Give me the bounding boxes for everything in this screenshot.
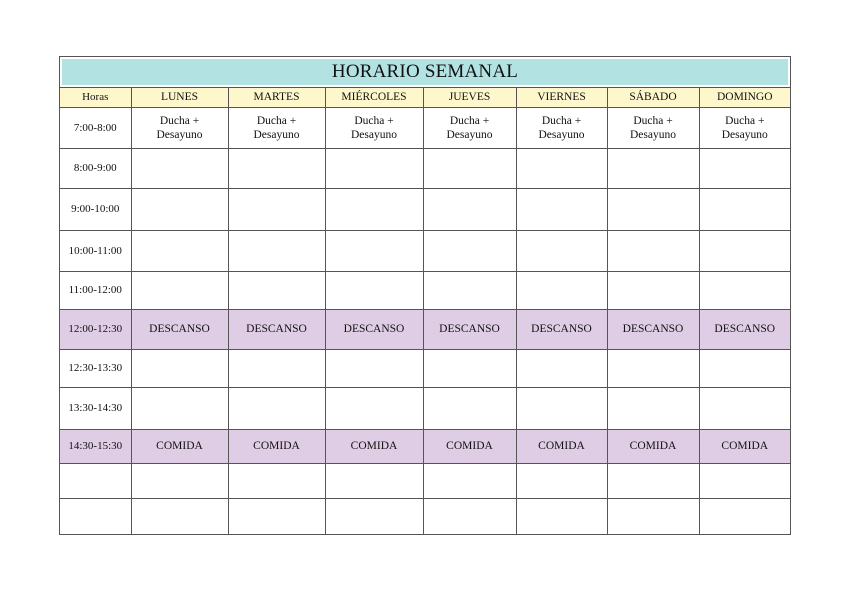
time-slot-label: 14:30-15:30 <box>60 429 131 463</box>
schedule-cell[interactable]: COMIDA <box>228 429 325 463</box>
schedule-cell[interactable] <box>607 498 699 534</box>
schedule-cell[interactable]: DESCANSO <box>325 309 423 349</box>
time-slot-label: 9:00-10:00 <box>60 188 131 230</box>
schedule-cell[interactable] <box>131 463 228 498</box>
schedule-cell[interactable] <box>423 498 516 534</box>
day-header-martes: MARTES <box>228 88 325 107</box>
schedule-cell[interactable] <box>607 387 699 429</box>
schedule-cell[interactable] <box>699 188 790 230</box>
day-header-sabado: SÁBADO <box>607 88 699 107</box>
schedule-cell[interactable]: COMIDA <box>325 429 423 463</box>
schedule-row <box>60 498 790 534</box>
time-slot-label: 11:00-12:00 <box>60 271 131 309</box>
schedule-cell[interactable] <box>228 349 325 387</box>
schedule-cell[interactable] <box>325 498 423 534</box>
header-row <box>60 88 790 107</box>
schedule-cell[interactable] <box>516 188 607 230</box>
schedule-cell[interactable]: DESCANSO <box>131 309 228 349</box>
lunch-row <box>60 429 790 463</box>
schedule-row <box>60 463 790 498</box>
schedule-cell[interactable] <box>607 463 699 498</box>
schedule-cell[interactable] <box>228 387 325 429</box>
schedule-cell[interactable] <box>325 387 423 429</box>
schedule-cell[interactable] <box>228 271 325 309</box>
schedule-cell[interactable]: COMIDA <box>607 429 699 463</box>
schedule-cell[interactable] <box>325 349 423 387</box>
schedule-cell[interactable] <box>699 230 790 271</box>
schedule-cell[interactable] <box>325 148 423 188</box>
schedule-row <box>60 387 790 429</box>
schedule-cell[interactable] <box>228 230 325 271</box>
day-header-viernes: VIERNES <box>516 88 607 107</box>
time-slot-label: 12:00-12:30 <box>60 309 131 349</box>
schedule-row <box>60 271 790 309</box>
schedule-cell[interactable]: Ducha + Desayuno <box>607 107 699 148</box>
schedule-cell[interactable] <box>516 498 607 534</box>
schedule-cell[interactable] <box>516 148 607 188</box>
schedule-table <box>60 88 790 534</box>
schedule-row <box>60 188 790 230</box>
schedule-cell[interactable] <box>699 148 790 188</box>
schedule-cell[interactable] <box>607 271 699 309</box>
schedule-cell[interactable] <box>228 463 325 498</box>
time-slot-label: 12:30-13:30 <box>60 349 131 387</box>
day-header-jueves: JUEVES <box>423 88 516 107</box>
schedule-cell[interactable]: DESCANSO <box>699 309 790 349</box>
schedule-cell[interactable] <box>131 148 228 188</box>
schedule-cell[interactable] <box>607 230 699 271</box>
schedule-row <box>60 230 790 271</box>
title-row <box>60 57 790 88</box>
break-row <box>60 309 790 349</box>
time-slot-label <box>60 498 131 534</box>
schedule-cell[interactable] <box>131 498 228 534</box>
schedule-cell[interactable] <box>699 463 790 498</box>
day-header-miercoles: MIÉRCOLES <box>325 88 423 107</box>
schedule-cell[interactable] <box>228 498 325 534</box>
schedule-cell[interactable] <box>516 230 607 271</box>
time-slot-label <box>60 463 131 498</box>
time-slot-label: 10:00-11:00 <box>60 230 131 271</box>
schedule-cell[interactable]: DESCANSO <box>228 309 325 349</box>
schedule-cell[interactable]: COMIDA <box>699 429 790 463</box>
schedule-cell[interactable] <box>607 148 699 188</box>
schedule-cell[interactable] <box>131 188 228 230</box>
schedule-cell[interactable] <box>423 230 516 271</box>
day-header-domingo: DOMINGO <box>699 88 790 107</box>
time-slot-label: 8:00-9:00 <box>60 148 131 188</box>
schedule-cell[interactable] <box>516 349 607 387</box>
schedule-cell[interactable]: DESCANSO <box>607 309 699 349</box>
schedule-cell[interactable] <box>423 148 516 188</box>
schedule-cell[interactable] <box>607 349 699 387</box>
schedule-cell[interactable] <box>131 230 228 271</box>
schedule-cell[interactable] <box>423 188 516 230</box>
schedule-cell[interactable] <box>423 271 516 309</box>
schedule-cell[interactable] <box>516 463 607 498</box>
schedule-cell[interactable] <box>325 188 423 230</box>
schedule-cell[interactable] <box>325 230 423 271</box>
schedule-cell[interactable] <box>516 387 607 429</box>
schedule-title: HORARIO SEMANAL <box>62 59 788 85</box>
schedule-cell[interactable] <box>423 463 516 498</box>
schedule-cell[interactable] <box>228 148 325 188</box>
schedule-cell[interactable] <box>699 271 790 309</box>
schedule-cell[interactable] <box>516 271 607 309</box>
schedule-cell[interactable] <box>131 349 228 387</box>
hours-header: Horas <box>60 88 131 107</box>
schedule-cell[interactable]: Ducha + Desayuno <box>699 107 790 148</box>
time-slot-label: 7:00-8:00 <box>60 107 131 148</box>
schedule-cell[interactable] <box>325 463 423 498</box>
schedule-cell[interactable]: Ducha + Desayuno <box>131 107 228 148</box>
schedule-cell[interactable] <box>325 271 423 309</box>
schedule-cell[interactable] <box>607 188 699 230</box>
schedule-cell[interactable] <box>131 387 228 429</box>
schedule-cell[interactable] <box>699 498 790 534</box>
schedule-cell[interactable] <box>131 271 228 309</box>
schedule-cell[interactable]: Ducha + Desayuno <box>228 107 325 148</box>
schedule-row <box>60 107 790 148</box>
time-slot-label: 13:30-14:30 <box>60 387 131 429</box>
schedule-cell[interactable] <box>423 387 516 429</box>
schedule-cell[interactable]: Ducha + Desayuno <box>325 107 423 148</box>
schedule-cell[interactable] <box>228 188 325 230</box>
schedule-cell[interactable] <box>699 349 790 387</box>
schedule-cell[interactable] <box>423 349 516 387</box>
schedule-cell[interactable]: COMIDA <box>516 429 607 463</box>
schedule-cell[interactable]: COMIDA <box>423 429 516 463</box>
schedule-cell[interactable]: COMIDA <box>131 429 228 463</box>
schedule-row <box>60 148 790 188</box>
weekly-schedule <box>59 56 791 535</box>
schedule-cell[interactable] <box>699 387 790 429</box>
day-header-lunes: LUNES <box>131 88 228 107</box>
schedule-cell[interactable]: Ducha + Desayuno <box>423 107 516 148</box>
schedule-cell[interactable]: DESCANSO <box>516 309 607 349</box>
schedule-cell[interactable]: DESCANSO <box>423 309 516 349</box>
schedule-row <box>60 349 790 387</box>
schedule-cell[interactable]: Ducha + Desayuno <box>516 107 607 148</box>
